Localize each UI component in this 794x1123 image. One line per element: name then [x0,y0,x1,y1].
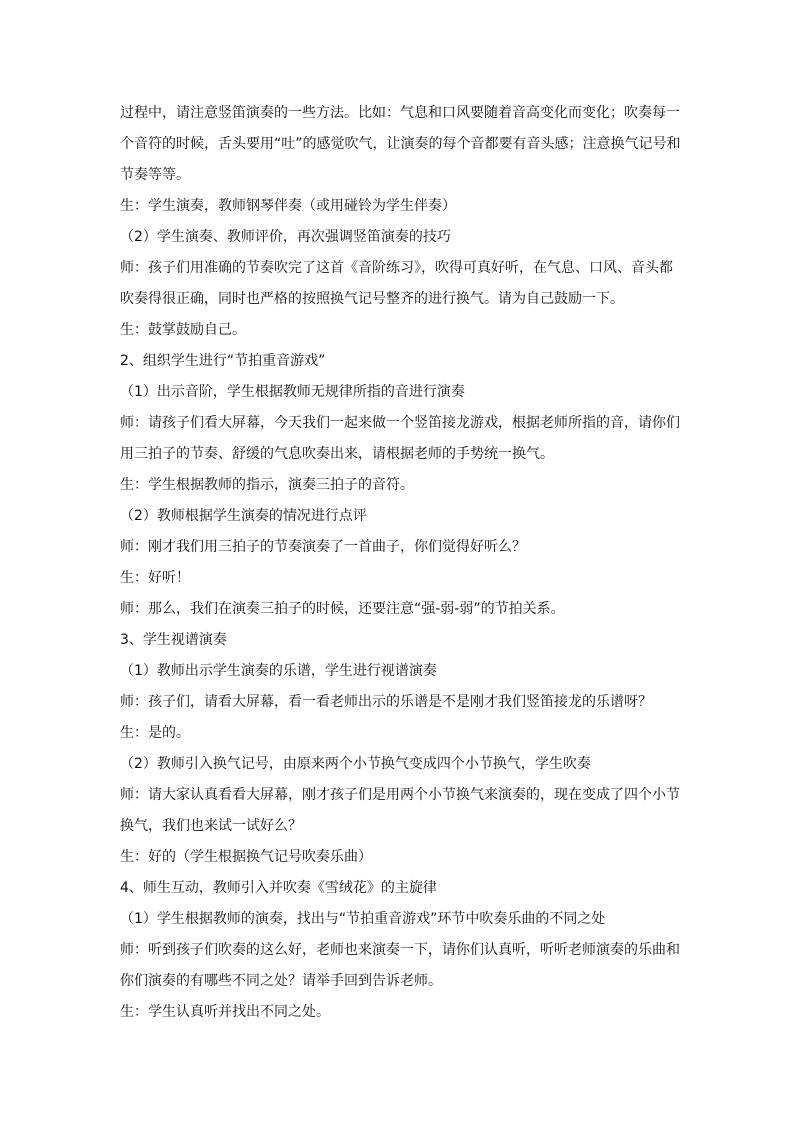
text-line: 你们演奏的有哪些不同之处？请举手回到告诉老师。 [120,973,442,989]
text-line: 2、组织学生进行“节拍重音游戏” [120,353,326,369]
text-line: 师：那么，我们在演奏三拍子的时候，还要注意“强-弱-弱”的节拍关系。 [120,601,565,617]
text-line: 师：听到孩子们吹奏的这么好，老师也来演奏一下，请你们认真听，听听老师演奏的乐曲和 [120,942,680,958]
text-line: 过程中，请注意竖笛演奏的一些方法。比如：气息和口风要随着音高变化而变化；吹奏每一 [120,105,680,121]
text-line: 生：学生认真听并找出不同之处。 [120,1004,330,1020]
text-line: 用三拍子的节奏、舒缓的气息吹奏出来，请根据老师的手势统一换气。 [120,446,554,462]
text-line: （2）教师引入换气记号，由原来两个小节换气变成四个小节换气，学生吹奏 [120,756,591,772]
text-line: 生：鼓掌鼓励自己。 [120,322,246,338]
text-line: （1）学生根据教师的演奏，找出与“节拍重音游戏”环节中吹奏乐曲的不同之处 [120,911,606,927]
text-line: 师：孩子们，请看大屏幕，看一看老师出示的乐谱是不是刚才我们竖笛接龙的乐谱呀？ [120,694,652,710]
document-text-block [120,98,680,1028]
text-line: （2）教师根据学生演奏的情况进行点评 [120,508,367,524]
text-line: 生：学生演奏，教师钢琴伴奏（或用碰铃为学生伴奏） [120,198,456,214]
text-line: 生：是的。 [120,725,190,741]
text-line: （1）教师出示学生演奏的乐谱，学生进行视谱演奏 [120,663,437,679]
text-line: 3、学生视谱演奏 [120,632,227,648]
text-line: 4、师生互动，教师引入并吹奏《雪绒花》的主旋律 [120,880,437,896]
text-line: （1）出示音阶，学生根据教师无规律所指的音进行演奏 [120,384,465,400]
text-line: 师：请孩子们看大屏幕，今天我们一起来做一个竖笛接龙游戏，根据老师所指的音，请你们 [120,415,680,431]
text-line: 节奏等等。 [120,167,190,183]
text-line: 生：好听！ [120,570,190,586]
text-line: 师：请大家认真看看大屏幕，刚才孩子们是用两个小节换气来演奏的，现在变成了四个小节 [120,787,680,803]
text-line: 生：学生根据教师的指示，演奏三拍子的音符。 [120,477,414,493]
text-line: 师：孩子们用准确的节奏吹完了这首《音阶练习》，吹得可真好听，在气息、口风、音头都 [120,260,673,276]
text-line: 师：刚才我们用三拍子的节奏演奏了一首曲子，你们觉得好听么？ [120,539,526,555]
text-line: 吹奏得很正确，同时也严格的按照换气记号整齐的进行换气。请为自己鼓励一下。 [120,291,624,307]
text-line: 生：好的（学生根据换气记号吹奏乐曲） [120,849,372,865]
text-line: （2）学生演奏、教师评价，再次强调竖笛演奏的技巧 [120,229,451,245]
text-line: 个音符的时候，舌头要用“吐”的感觉吹气，让演奏的每个音都要有音头感；注意换气记号和 [120,136,681,152]
text-line: 换气，我们也来试一试好么？ [120,818,302,834]
